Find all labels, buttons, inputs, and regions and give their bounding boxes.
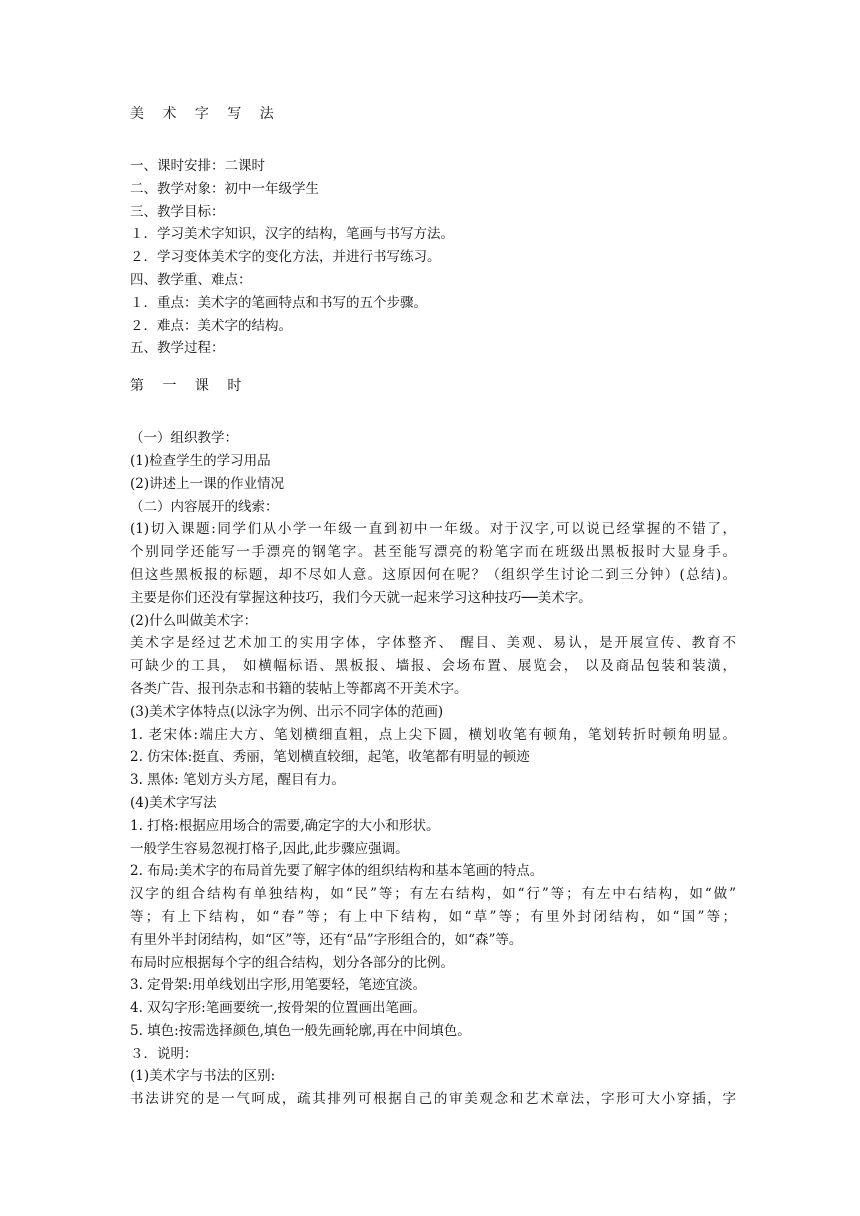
paragraph-line: ３．说明： bbox=[130, 1045, 198, 1062]
paragraph-line: 3. 黑体: 笔划方头方尾，醒目有力。 bbox=[130, 772, 346, 789]
paragraph-line: 但这些黑板报的标题，却不尽如人意。这原因何在呢？（组织学生讨论二到三分钟）(总结)。 bbox=[130, 566, 736, 583]
paragraph-line: (4)美术字写法 bbox=[130, 794, 217, 811]
paragraph-line: 有里外半封闭结构，如“区”等，还有“品”字形组合的，如“森”等。 bbox=[130, 931, 523, 948]
paragraph-line: (1)检查学生的学习用品 bbox=[130, 452, 271, 469]
paragraph-line: 美术字是经过艺术加工的实用字体，字体整齐、 醒目、美观、易认，是开展宣传、教育不 bbox=[130, 635, 736, 652]
paragraph-line: 2. 布局:美术字的布局首先要了解字体的组织结构和基本笔画的特点。 bbox=[130, 863, 544, 880]
paragraph-line: （二）内容展开的线索： bbox=[130, 498, 279, 515]
paragraph-line: 一般学生容易忽视打格子,因此,此步骤应强调。 bbox=[130, 840, 409, 857]
paragraph-line: 主要是你们还没有掌握这种技巧，我们今天就一起来学习这种技巧──美术字。 bbox=[130, 589, 592, 606]
paragraph-line: 书法讲究的是一气呵成，疏其排列可根据自己的审美观念和艺术章法，字形可大小穿插，字 bbox=[130, 1091, 736, 1108]
lesson-body bbox=[130, 427, 736, 1111]
paragraph-line: (1)美术字与书法的区别: bbox=[130, 1068, 276, 1085]
paragraph-line: (2)什么叫做美术字： bbox=[130, 612, 258, 629]
paragraph-line: 3. 定骨架:用单线划出字形,用笔要轻，笔迹宜淡。 bbox=[130, 977, 427, 994]
outline-line: 二、教学对象：初中一年级学生 bbox=[130, 180, 319, 197]
paragraph-line: (3)美术字体特点(以泳字为例、出示不同字体的范画) bbox=[130, 703, 444, 720]
outline-line: １．学习美术字知识，汉字的结构，笔画与书写方法。 bbox=[130, 226, 454, 243]
paragraph-line: （一）组织教学： bbox=[130, 430, 238, 447]
outline-line: 三、教学目标： bbox=[130, 203, 225, 220]
section-title: 第 一 课 时 bbox=[130, 378, 249, 395]
paragraph-line: 5. 填色:按需选择颜色,填色一般先画轮廓,再在中间填色。 bbox=[130, 1022, 471, 1039]
outline-line: 五、教学过程： bbox=[130, 340, 225, 357]
outline-line: 四、教学重、难点： bbox=[130, 271, 252, 288]
paragraph-line: 各类广告、报刊杂志和书籍的装帖上等都离不开美术字。 bbox=[130, 680, 468, 697]
paragraph-line: (2)讲述上一课的作业情况 bbox=[130, 475, 285, 492]
paragraph-line: 1. 老宋体:端庄大方、笔划横细直粗，点上尖下圆，横划收笔有顿角，笔划转折时顿角明显。 bbox=[130, 726, 736, 743]
outline-line: ２．难点：美术字的结构。 bbox=[130, 317, 292, 334]
paragraph-line: 等；有上下结构，如“春”等；有上中下结构，如“草”等；有里外封闭结构，如“国”等； bbox=[130, 908, 736, 925]
outline-line: １．重点：美术字的笔画特点和书写的五个步骤。 bbox=[130, 294, 427, 311]
paragraph-line: 个别同学还能写一手漂亮的钢笔字。甚至能写漂亮的粉笔字而在班级出黑板报时大显身手。 bbox=[130, 544, 736, 561]
lesson-outline bbox=[130, 155, 736, 360]
paragraph-line: 可缺少的工具， 如横幅标语、黑板报、墙报、会场布置、展览会， 以及商品包装和装潢， bbox=[130, 658, 736, 675]
paragraph-line: 4. 双勾字形:笔画要统一,按骨架的位置画出笔画。 bbox=[130, 1000, 427, 1017]
outline-line: ２．学习变体美术字的变化方法，并进行书写练习。 bbox=[130, 249, 441, 266]
document-page bbox=[130, 104, 736, 1111]
paragraph-line: 1. 打格:根据应用场合的需要,确定字的大小和形状。 bbox=[130, 817, 440, 834]
paragraph-line: 2. 仿宋体:挺直、秀丽，笔划横直较细，起笔，收笔都有明显的顿迹 bbox=[130, 749, 530, 766]
paragraph-line: 汉字的组合结构有单独结构，如“民”等；有左右结构，如“行”等；有左中右结构，如“做” bbox=[130, 886, 736, 903]
outline-line: 一、课时安排：二课时 bbox=[130, 158, 265, 174]
paragraph-line: (1)切入课题:同学们从小学一年级一直到初中一年级。对于汉字,可以说已经掌握的不错了， bbox=[130, 521, 736, 538]
paragraph-line: 布局时应根据每个字的组合结构，划分各部分的比例。 bbox=[130, 954, 454, 971]
document-title: 美 术 字 写 法 bbox=[130, 106, 281, 122]
